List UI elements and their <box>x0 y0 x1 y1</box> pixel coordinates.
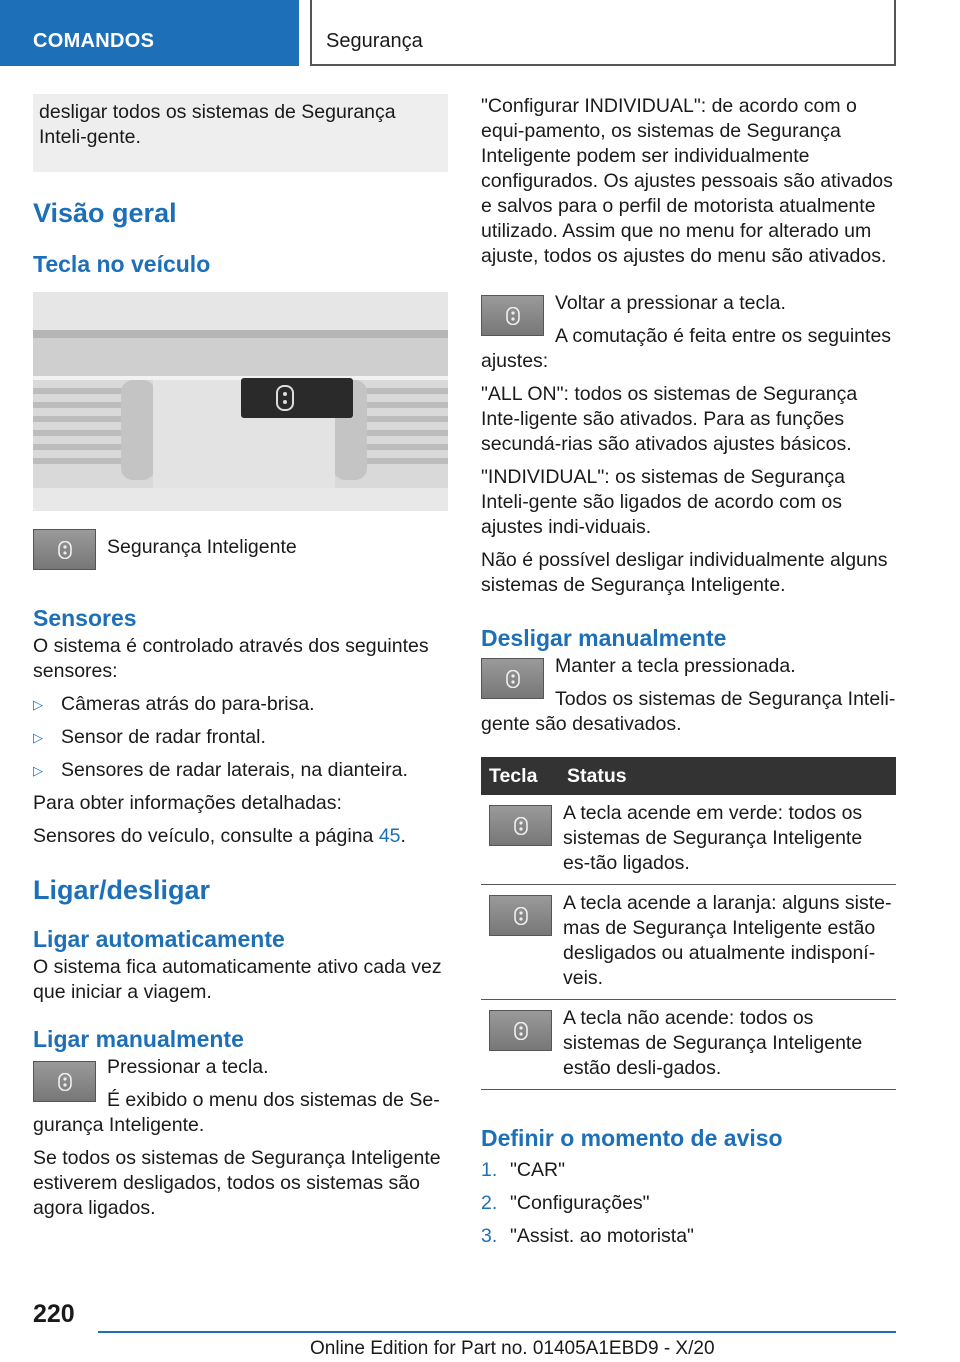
heading-onoff: Ligar/desligar <box>33 875 211 905</box>
safety-key-icon <box>481 295 544 336</box>
key-caption-row <box>33 529 448 574</box>
page-reference-link[interactable]: 45 <box>378 825 401 847</box>
switch-text: A comutação é feita entre os seguintes ajustes: <box>481 325 892 372</box>
manual-on-step: Pressionar a tecla. <box>107 1056 269 1078</box>
col-header-key: Tecla <box>481 757 559 795</box>
list-item: 1. "CAR" <box>481 1159 566 1181</box>
safety-key-icon <box>33 529 96 570</box>
safety-key-icon <box>489 1010 552 1051</box>
info-text: Para obter informações detalhadas: <box>33 792 342 814</box>
footer-edition: Online Edition for Part no. 01405A1EBD9 - X/20 <box>310 1338 715 1359</box>
individual2-text: "INDIVIDUAL": os sistemas de Segurança Inteli-gente são ligados de acordo com os ajustes indi-viduais. <box>481 466 845 538</box>
press-again-text: Voltar a pressionar a tecla. <box>555 292 786 314</box>
heading-overview: Visão geral <box>33 198 177 228</box>
sensor-list <box>33 692 448 783</box>
vehicle-button-photo <box>33 292 448 511</box>
heading-auto: Ligar automaticamente <box>33 926 285 952</box>
steps-list <box>481 1158 896 1249</box>
heading-manual-off: Desligar manualmente <box>481 625 727 651</box>
manual-off-result: Todos os sistemas de Segurança Inteli-gente são desativados. <box>481 688 896 735</box>
chapter-tab: COMANDOS <box>0 0 299 66</box>
auto-text: O sistema fica automaticamente ativo cada vez que iniciar a viagem. <box>33 956 442 1003</box>
safety-key-icon <box>33 1061 96 1102</box>
table-header-row <box>481 757 896 795</box>
manual-on-note: Se todos os sistemas de Segurança Inteligente estiverem desligados, todos os sistemas são agora ligados. <box>33 1147 441 1219</box>
status-cell: A tecla não acende: todos os sistemas de Segurança Inteligente estão desli-gados. <box>559 1000 896 1090</box>
right-column <box>481 94 896 1257</box>
list-item: 2. "Configurações" <box>481 1192 650 1214</box>
status-table <box>481 757 896 1090</box>
list-item: 3. "Assist. ao motorista" <box>481 1225 694 1247</box>
key-caption: Segurança Inteligente <box>107 536 297 558</box>
safety-key-icon <box>481 658 544 699</box>
triangle-bullet-icon: ▷ <box>33 763 43 778</box>
table-row <box>481 795 896 885</box>
manual-on-row <box>33 1055 448 1138</box>
table-row <box>481 885 896 1000</box>
heading-warning-time: Definir o momento de aviso <box>481 1125 783 1151</box>
status-cell: A tecla acende em verde: todos os sistemas de Segurança Inteligente es-tão ligados. <box>559 795 896 885</box>
triangle-bullet-icon: ▷ <box>33 730 43 745</box>
triangle-bullet-icon: ▷ <box>33 697 43 712</box>
manual-off-row <box>481 654 896 737</box>
safety-key-icon <box>489 895 552 936</box>
col-header-status: Status <box>559 757 896 795</box>
all-on-text: "ALL ON": todos os sistemas de Segurança Inte-ligente são ativados. Para as funções secundá-rias são ativados ajustes básicos. <box>481 383 858 455</box>
sensors-text: O sistema é controlado através dos seguintes sensores: <box>33 635 429 682</box>
list-item: ▷ Sensores de radar laterais, na dianteira. <box>33 759 408 781</box>
footer-divider <box>98 1331 896 1333</box>
heading-key: Tecla no veículo <box>33 251 211 277</box>
list-item: ▷ Câmeras atrás do para-brisa. <box>33 693 315 715</box>
heading-manual-on: Ligar manualmente <box>33 1026 244 1052</box>
page-number: 220 <box>33 1300 75 1328</box>
safety-key-icon <box>489 805 552 846</box>
intro-text: desligar todos os sistemas de Segurança Inteli-gente. <box>39 101 396 148</box>
manual-on-menu: É exibido o menu dos sistemas de Se-gurança Inteligente. <box>33 1089 440 1136</box>
manual-off-step: Manter a tecla pressionada. <box>555 655 796 677</box>
heading-sensors: Sensores <box>33 605 137 631</box>
status-cell: A tecla acende a laranja: alguns siste-mas de Segurança Inteligente estão desligados ou atualmente indisponí-veis. <box>559 885 896 1000</box>
individual-text: "Configurar INDIVIDUAL": de acordo com o equi-pamento, os sistemas de Segurança Inteligente podem ser individualmente configurados. Os ajustes pessoais são ativados e salvos para o perfil de motorista atualmente utilizado. Assim que no menu for alterado um ajuste, todos os ajustes do menu são ativados. <box>481 95 893 267</box>
table-row <box>481 1000 896 1090</box>
reference-text: Sensores do veículo, consulte a página 45. <box>33 825 406 847</box>
press-again-row <box>481 291 896 374</box>
left-column <box>33 94 448 1229</box>
section-title: Segurança <box>310 0 896 66</box>
not-possible-text: Não é possível desligar individualmente alguns sistemas de Segurança Inteligente. <box>481 549 888 596</box>
intro-box <box>33 94 448 172</box>
list-item: ▷ Sensor de radar frontal. <box>33 726 266 748</box>
